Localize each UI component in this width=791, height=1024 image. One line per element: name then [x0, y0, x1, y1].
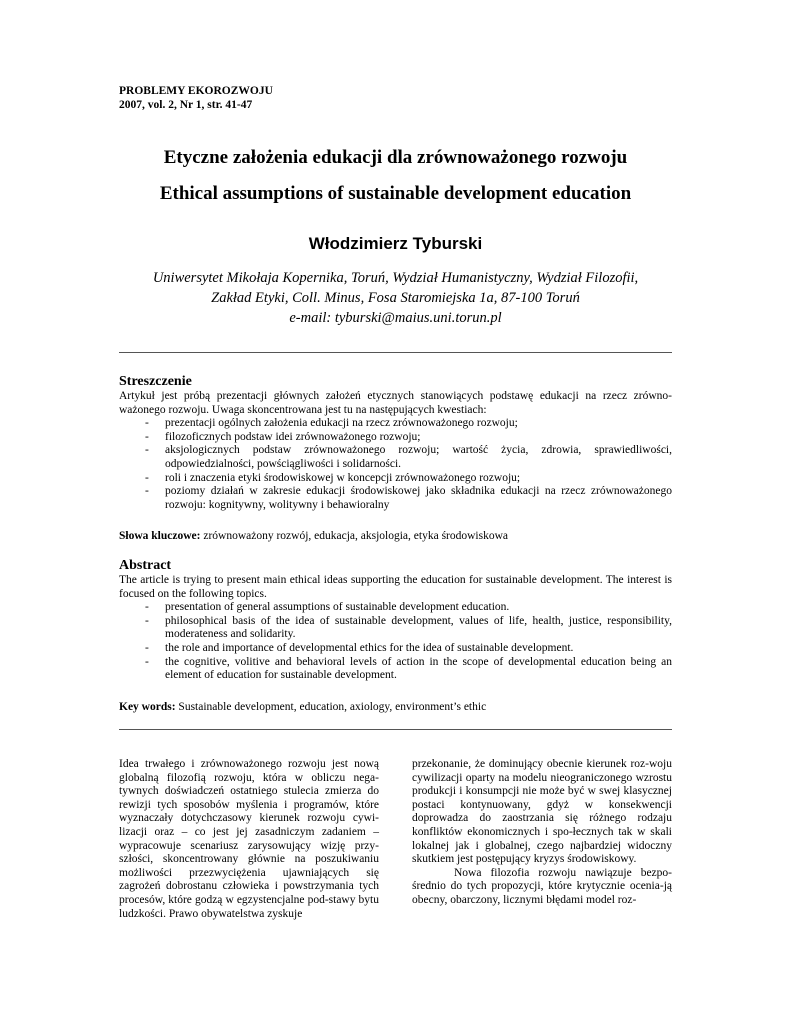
keywords-value: Sustainable development, education, axiology, environment’s ethic [175, 701, 487, 713]
divider [119, 352, 672, 353]
journal-header [119, 84, 273, 112]
streszczenie-body [119, 390, 672, 512]
list-item: - the cognitive, volitive and behavioral levels of action in the scope of developmental education being an element of education for sustainable development. [145, 655, 672, 682]
title-english: Ethical assumptions of sustainable development education [159, 183, 632, 204]
streszczenie-intro: Artykuł jest próbą prezentacji głównych założeń etycznych stanowiących podstawę edukacji na rzecz zrówno-ważonego rozwoju. Uwaga skoncentrowana jest tu na następujących kwestiach: [119, 390, 672, 416]
keywords-label: Key words: [119, 701, 176, 713]
list-item: - aksjologicznych podstaw zrównoważonego rozwoju; wartość życia, zdrowia, sprawiedliwości, odpowiedzialności, powściągliwości i solidarności. [145, 444, 672, 470]
abstract-intro: The article is trying to present main ethical ideas supporting the education for sustainable development. The interest is focused on the following topics. [119, 574, 672, 600]
keywords-label: Słowa kluczowe: [119, 530, 201, 542]
abstract-heading: Abstract [119, 558, 172, 573]
title-polish: Etyczne założenia edukacji dla zrównoważonego rozwoju [163, 147, 628, 168]
abstract-body [119, 574, 672, 683]
streszczenie-heading: Streszczenie [119, 374, 192, 389]
keywords-value: zrównoważony rozwój, edukacja, aksjologia, etyka środowiskowa [200, 530, 509, 542]
list-item: - poziomy działań w zakresie edukacji środowiskowej jako składnika edukacji na rzecz zrównoważonego rozwoju: kognitywny, wolitywny i behawioralny [145, 485, 672, 511]
affiliation-line: Uniwersytet Mikołaja Kopernika, Toruń, Wydział Humanistyczny, Wydział Filozofii, [152, 270, 639, 286]
body-paragraph: Idea trwałego i zrównoważonego rozwoju jest nową globalną filozofią rozwoju, która w obliczu nega-tywnych doświadczeń ostatniego stulecia zmierza do rewizji tych sposobów myślenia i programów, które wyznaczały dotychczasowy kierunek rozwoju cywi-lizacji oraz – co jest jej zasadniczym zadaniem – wypracowuje scenariusz zarysowujący wizję przy-szłości, skoncentrowany głównie na poszukiwaniu możliwości przezwyciężenia ujawniających się zagrożeń dobrostanu człowieka i powstrzymania tych procesów, które godzą w egzystencjalne pod-stawy bytu ludzkości. Prawo obywatelstwa zyskuje [119, 758, 379, 920]
body-paragraph: Nowa filozofia rozwoju nawiązuje bezpo-średnio do tych propozycji, które krytycznie ocenia-ją obecny, obarczony, licznymi błędami model roz- [412, 866, 672, 906]
body-column-left [119, 758, 379, 921]
keywords-en [119, 701, 672, 713]
author-name: Włodzimierz Tyburski [308, 234, 483, 253]
body-paragraph: przekonanie, że dominujący obecnie kierunek roz-woju cywilizacji oparty na modelu nieograniczonego wzrostu produkcji i konsumpcji nie może być w swej klasycznej postaci kontynuowany, gdyż w konsekwencji doprowadza do zaostrzania się różnego rodzaju konfliktów ekonomicznych i spo-łecznych tak w skali lokalnej jak i globalnej, czego najbardziej widoczny skutkiem jest postępujący kryzys środowiskowy. [412, 758, 672, 866]
divider [119, 729, 672, 730]
journal-name: PROBLEMY EKOROZWOJU [119, 85, 273, 97]
list-item: - presentation of general assumptions of sustainable development education. [145, 601, 510, 614]
journal-citation: 2007, vol. 2, Nr 1, str. 41-47 [119, 99, 253, 111]
affiliation [0, 268, 791, 328]
affiliation-email: e-mail: tyburski@maius.uni.torun.pl [289, 310, 502, 326]
list-item: - the role and importance of developmental ethics for the idea of sustainable development. [145, 641, 574, 654]
list-item: - prezentacji ogólnych założenia edukacji na rzecz zrównoważonego rozwoju; [145, 417, 518, 430]
keywords-pl [119, 530, 672, 542]
body-column-right [412, 758, 672, 908]
list-item: - philosophical basis of the idea of sustainable development, values of life, health, justice, responsibility, moderateness and solidarity. [145, 614, 672, 641]
list-item: - roli i znaczenia etyki środowiskowej w koncepcji zrównoważonego rozwoju; [145, 471, 521, 484]
affiliation-line: Zakład Etyki, Coll. Minus, Fosa Staromiejska 1a, 87-100 Toruń [211, 290, 580, 306]
abstract-list [119, 601, 672, 683]
streszczenie-list [119, 417, 672, 512]
list-item: - filozoficznych podstaw idei zrównoważonego rozwoju; [145, 430, 421, 443]
